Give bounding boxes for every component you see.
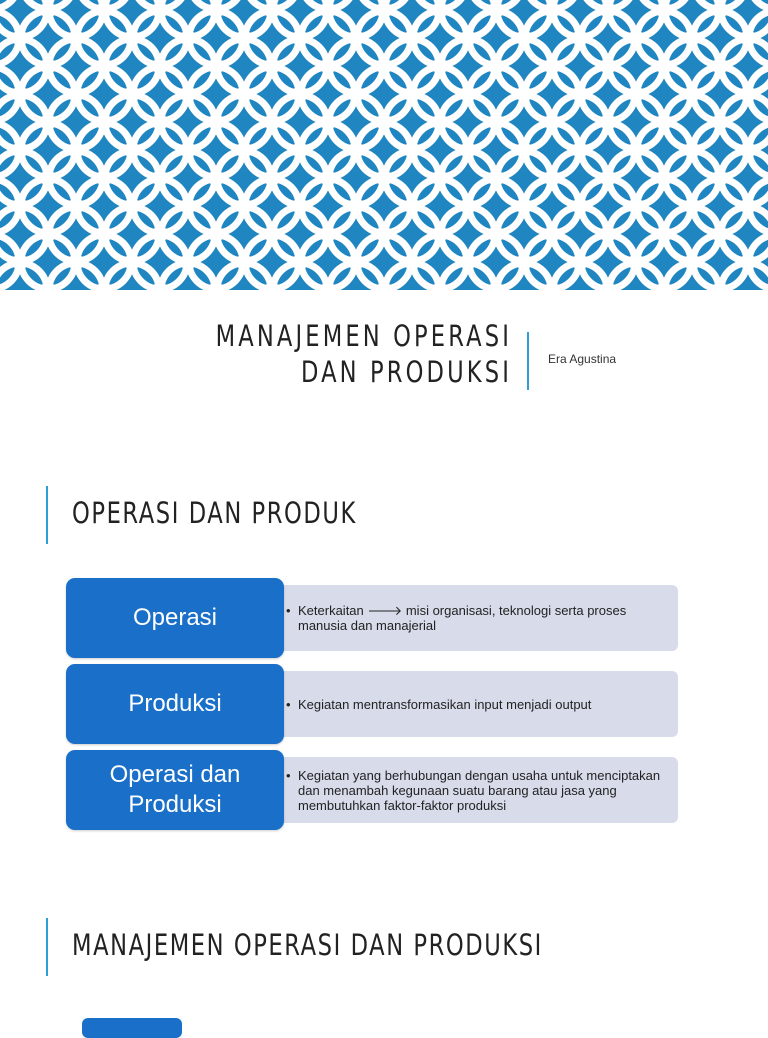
row-detail-text: • Kegiatan mentransformasikan input menjadi output [286,697,591,712]
presentation-title: MANAJEMEN OPERASI DAN PRODUKSI [215,319,512,389]
author-name: Era Agustina [548,352,617,366]
row-detail-text: • Kegiatan yang berhubungan dengan usaha untuk menciptakan dan menambah kegunaan suatu barang atau jasa yang membutuhkan faktor-faktor produksi [286,768,664,813]
row-label-pill: Operasi [66,578,284,658]
decorative-pattern-banner [0,0,768,290]
title-slide [0,290,768,430]
title-divider [527,332,529,390]
row-label-pill: Operasi dan Produksi [66,750,284,830]
row-detail-text: • Keterkaitan 🡒 misi organisasi, teknologi serta proses manusia dan manajerial [286,603,664,633]
row-detail-box [266,671,678,737]
row-operasi-dan-produksi [66,750,678,830]
section-heading-manajemen: MANAJEMEN OPERASI DAN PRODUKSI [72,928,543,962]
section-accent-bar [46,486,48,544]
row-detail-box [266,585,678,651]
section-heading-operasi-produk: OPERASI DAN PRODUK [72,496,357,530]
next-slide-pill-partial [82,1018,182,1038]
row-operasi [66,578,678,658]
section-accent-bar [46,918,48,976]
row-detail-box [266,757,678,823]
row-label-pill: Produksi [66,664,284,744]
row-produksi [66,664,678,744]
